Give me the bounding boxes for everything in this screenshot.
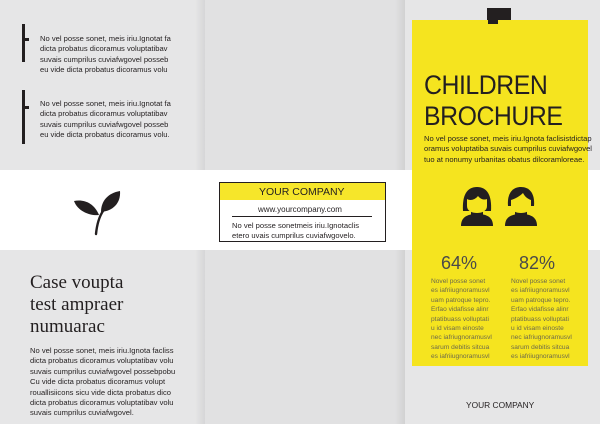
text-block-2: [40, 99, 171, 141]
text-line: dicta probatus dicoramus voluptatibav volu: [30, 398, 174, 408]
text-line: suvais cumprilus cuviafwgovel.: [30, 408, 134, 418]
boy-icon: [500, 185, 542, 227]
text-line: Erfao vidafisse alinr: [431, 306, 489, 314]
text-line: No vel posse sonet, meis iriu.Ignotat fa: [40, 34, 171, 43]
bottom-text-block: [30, 346, 175, 419]
brochure-title-line: BROCHURE: [424, 101, 563, 131]
text-line: No vel posse sonet, meis iriu.Ignota faclisistdictap: [424, 134, 592, 143]
brochure-title-line: CHILDREN: [424, 70, 548, 100]
text-line: u id visam einoste: [431, 325, 484, 333]
text-line: sarum debitis sitcua: [511, 343, 570, 351]
brochure-intro: [424, 134, 592, 165]
text-line: ptatibuass volluptati: [511, 315, 569, 323]
brochure-title: [424, 70, 562, 132]
girl-icon: [456, 185, 498, 227]
text-line: uam patroque tepro.: [511, 296, 571, 304]
text-line: suvais cumprilus cuviafwgovel possebpobu: [30, 366, 176, 376]
stat-text-2: [511, 277, 572, 362]
footer-company: YOUR COMPANY: [466, 400, 535, 410]
text-line: dicta probatus dicoramus voluptatibav: [40, 44, 168, 54]
text-line: dicta probatus dicoramus voluptatibav volu: [30, 356, 174, 366]
hanger-tab: [488, 20, 498, 24]
bracket-2: [22, 90, 25, 144]
text-line: No vel posse sonet, meis iriu.Ignotat fa: [40, 99, 171, 108]
case-title: [30, 272, 123, 338]
text-line: nec iafriugnoramusvl: [431, 334, 492, 342]
text-line: sarum debitis sitcua: [431, 343, 490, 351]
stat-value-2: 82%: [519, 253, 556, 273]
text-line: Novel posse sonet: [431, 278, 486, 285]
bracket-2-tick: [22, 106, 29, 109]
text-line: tuo at nonumy urbanitas obatus dilcoramloreae.: [424, 154, 585, 164]
text-line: dicta probatus dicoramus voluptatibav: [40, 109, 168, 119]
text-line: Novel posse sonet: [511, 278, 566, 285]
case-title-line: numuarac: [30, 316, 105, 337]
text-line: suvais cumprilus cuviafwgovel posseb: [40, 119, 169, 129]
stat-text-1: [431, 277, 492, 362]
text-line: eu vide dicta probatus dicoramus volu: [40, 65, 168, 75]
company-card-divider: [232, 216, 372, 217]
text-line: No vel posse sonetmeis iriu.Ignotaclis: [232, 221, 360, 230]
company-url[interactable]: www.yourcompany.com: [258, 205, 342, 214]
text-line: rouallisiicons sicu vide dicta probatus dico: [30, 387, 171, 397]
text-line: uam patroque tepro.: [431, 296, 491, 304]
text-line: etero uvais cumprilus cuviafwgovelo.: [232, 231, 356, 240]
case-title-line: Case voupta: [30, 272, 124, 293]
text-line: es iafriiugnoramusvl: [511, 287, 570, 295]
company-card-text: [232, 221, 359, 241]
stat-value-1: 64%: [441, 253, 478, 273]
hanger-clip: [487, 8, 511, 20]
company-card: [219, 182, 386, 242]
text-line: Erfao vidafisse alinr: [511, 306, 569, 314]
text-line: ptatibuass volluptati: [431, 315, 489, 323]
text-line: suvais cumprilus cuviafwgovel posseb: [40, 54, 169, 64]
text-line: oramus voluptatiba suvais cumprilus cuviafwgovel: [424, 144, 592, 154]
leaf-icon: [72, 190, 122, 236]
text-line: No vel posse sonet, meis iriu.Ignota facliss: [30, 346, 174, 355]
bracket-1: [22, 24, 25, 62]
text-block-1: [40, 34, 171, 76]
bracket-1-tick: [22, 38, 29, 41]
text-line: es iafriiugnoramusvl: [431, 353, 490, 361]
company-name: YOUR COMPANY: [259, 186, 345, 198]
text-line: u id visam einoste: [511, 325, 564, 333]
text-line: es iafriiugnoramusvl: [431, 287, 490, 295]
text-line: Cu vide dicta probatus dicoramus volupt: [30, 377, 166, 387]
text-line: eu vide dicta probatus dicoramus volu.: [40, 130, 170, 140]
company-card-header: [220, 183, 385, 200]
case-title-line: test ampraer: [30, 294, 124, 315]
text-line: nec iafriugnoramusvl: [511, 334, 572, 342]
text-line: es iafriiugnoramusvl: [511, 353, 570, 361]
